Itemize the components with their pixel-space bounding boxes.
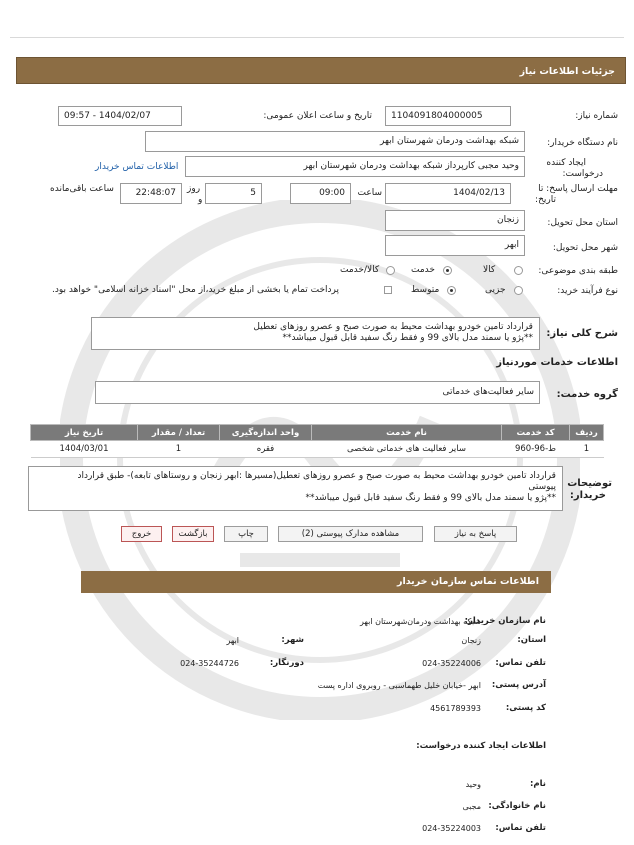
process-radio-minor[interactable] xyxy=(514,286,523,295)
contact-province-label: استان: xyxy=(517,635,546,645)
summary-label: شرح کلی نیاز: xyxy=(546,328,618,339)
buyer-notes-label-2: خریدار: xyxy=(569,490,606,501)
top-divider xyxy=(10,37,624,38)
need-number-label: شماره نیاز: xyxy=(575,111,618,121)
cell-unit: فقره xyxy=(220,441,312,458)
col-date: تاریخ نیاز xyxy=(31,425,138,441)
reply-button[interactable]: پاسخ به نیاز xyxy=(434,526,517,542)
cell-name: سایر فعالیت های خدماتی شخصی xyxy=(312,441,502,458)
category-label: طبقه بندی موضوعی: xyxy=(538,266,618,276)
back-button[interactable]: بازگشت xyxy=(172,526,214,542)
deadline-date-field[interactable]: 1404/02/13 xyxy=(385,183,511,204)
buyer-notes-line-2: پیوستی xyxy=(528,482,556,492)
service-group-label: گروه خدمت: xyxy=(556,389,618,400)
buyer-notes-line-1: قرارداد تامین خودرو بهداشت محیط به صورت صبح و عصرو روزهای تعطیل(مسیرها :ابهر زنجان و روستاهای تابعه)- طبق قرارداد xyxy=(77,471,556,481)
col-name: نام خدمت xyxy=(312,425,502,441)
name-value: وحید xyxy=(465,780,481,789)
deadline-label-1: مهلت ارسال پاسخ: تا xyxy=(538,184,618,194)
table-header-row xyxy=(31,425,604,441)
family-value: مجبی xyxy=(462,802,481,811)
cell-qty: 1 xyxy=(138,441,220,458)
buyer-notes-box xyxy=(28,466,563,511)
deadline-label-2: تاریخ: xyxy=(535,195,556,205)
attachments-button[interactable]: مشاهده مدارک پیوستی (2) xyxy=(278,526,423,542)
remaining-label: ساعت باقی‌مانده xyxy=(50,184,114,194)
buyer-contact-link[interactable]: اطلاعات تماس خریدار xyxy=(95,162,179,172)
creator-info-title: اطلاعات ایجاد کننده درخواست: xyxy=(416,741,546,751)
category-radio-both[interactable] xyxy=(386,266,395,275)
process-label: نوع فرآیند خرید: xyxy=(557,286,618,296)
col-qty: تعداد / مقدار xyxy=(138,425,220,441)
buyer-notes-label-1: توضیحات xyxy=(567,478,612,489)
creator-field[interactable]: وحید مجبی کارپرداز شبکه بهداشت ودرمان شهرستان ابهر xyxy=(185,156,525,177)
buyer-label: نام دستگاه خریدار: xyxy=(547,138,618,148)
contact-phone-label: تلفن تماس: xyxy=(495,658,546,668)
deadline-hour-label: ساعت xyxy=(357,188,382,198)
contact-fax-label: دورنگار: xyxy=(269,658,304,668)
services-title: اطلاعات خدمات موردنیاز xyxy=(496,357,618,368)
page-header: جزئیات اطلاعات نیاز xyxy=(16,57,626,84)
address-value: ابهر -خیابان خلیل طهماسبی - روبروی اداره پست xyxy=(317,681,481,690)
province-field[interactable]: زنجان xyxy=(385,210,525,231)
category-radio-goods[interactable] xyxy=(514,266,523,275)
contact-fax-value: 024-35244726 xyxy=(180,659,239,668)
address-label: آدرس پستی: xyxy=(491,680,546,690)
buyer-notes-line-3: **پژو یا سمند مدل بالای 99 و فقط رنگ سفید قابل قبول میباشد** xyxy=(305,493,556,503)
buyer-field[interactable]: شبکه بهداشت ودرمان شهرستان ابهر xyxy=(145,131,525,152)
service-group-field[interactable]: سایر فعالیت‌های خدماتی xyxy=(95,381,540,404)
announce-field[interactable]: 1404/02/07 - 09:57 xyxy=(58,106,182,126)
creator-label-1: ایجاد کننده xyxy=(546,158,586,168)
days-label: روز xyxy=(187,184,201,194)
cell-date: 1404/03/01 xyxy=(31,441,138,458)
creator-phone-value: 024-35224003 xyxy=(422,824,481,833)
org-label: نام سازمان خریدار: xyxy=(464,616,546,626)
contact-phone-value: 024-35224006 xyxy=(422,659,481,668)
category-option-service: خدمت xyxy=(411,265,435,275)
summary-line-2: **پژو یا سمند مدل بالای 99 و فقط رنگ سفید قابل قبول میباشد** xyxy=(282,333,533,343)
cell-row: 1 xyxy=(570,441,604,458)
exit-button[interactable]: خروج xyxy=(121,526,162,542)
col-row: ردیف xyxy=(570,425,604,441)
contact-province-value: زنجان xyxy=(461,636,481,645)
summary-box xyxy=(91,317,540,350)
announce-label: تاریخ و ساعت اعلان عمومی: xyxy=(263,111,372,121)
process-radio-medium[interactable] xyxy=(447,286,456,295)
col-unit: واحد اندازه‌گیری xyxy=(220,425,312,441)
contact-city-label: شهر: xyxy=(281,635,304,645)
process-option-medium: متوسط xyxy=(411,285,440,295)
col-code: کد خدمت xyxy=(502,425,570,441)
city-label: شهر محل تحویل: xyxy=(552,243,618,253)
contact-city-value: ابهر xyxy=(226,636,239,645)
cell-code: ط-96-960 xyxy=(502,441,570,458)
contact-header: اطلاعات تماس سازمان خریدار xyxy=(81,571,551,593)
postal-value: 4561789393 xyxy=(430,704,481,713)
watermark-logo-icon xyxy=(60,200,580,720)
category-radio-service[interactable] xyxy=(443,266,452,275)
province-label: استان محل تحویل: xyxy=(547,218,618,228)
days-and: و xyxy=(198,195,203,205)
family-label: نام خانوادگی: xyxy=(488,801,546,811)
category-option-goods: کالا xyxy=(483,265,496,275)
services-table xyxy=(30,424,604,458)
creator-label-2: درخواست: xyxy=(562,169,603,179)
print-button[interactable]: چاپ xyxy=(224,526,268,542)
treasury-checkbox[interactable] xyxy=(384,286,392,294)
payment-note: پرداخت تمام یا بخشی از مبلغ خرید،از محل "اسناد خزانه اسلامی" خواهد بود. xyxy=(52,285,340,295)
process-option-minor: جزیی xyxy=(485,285,506,295)
creator-phone-label: تلفن تماس: xyxy=(495,823,546,833)
remaining-field[interactable]: 22:48:07 xyxy=(120,183,182,204)
name-label: نام: xyxy=(529,779,546,789)
days-field[interactable]: 5 xyxy=(205,183,262,204)
need-number-field[interactable]: 1104091804000005 xyxy=(385,106,511,126)
city-field[interactable]: ابهر xyxy=(385,235,525,256)
deadline-hour-field[interactable]: 09:00 xyxy=(290,183,351,204)
postal-label: کد پستی: xyxy=(505,703,546,713)
table-row xyxy=(31,441,604,458)
summary-line-1: قرارداد تامین خودرو بهداشت محیط به صورت صبح و عصرو روزهای تعطیل xyxy=(253,322,533,332)
org-value: شبکه بهداشت ودرمان‌شهرستان ابهر xyxy=(359,617,481,626)
category-option-both: کالا/خدمت xyxy=(340,265,380,275)
